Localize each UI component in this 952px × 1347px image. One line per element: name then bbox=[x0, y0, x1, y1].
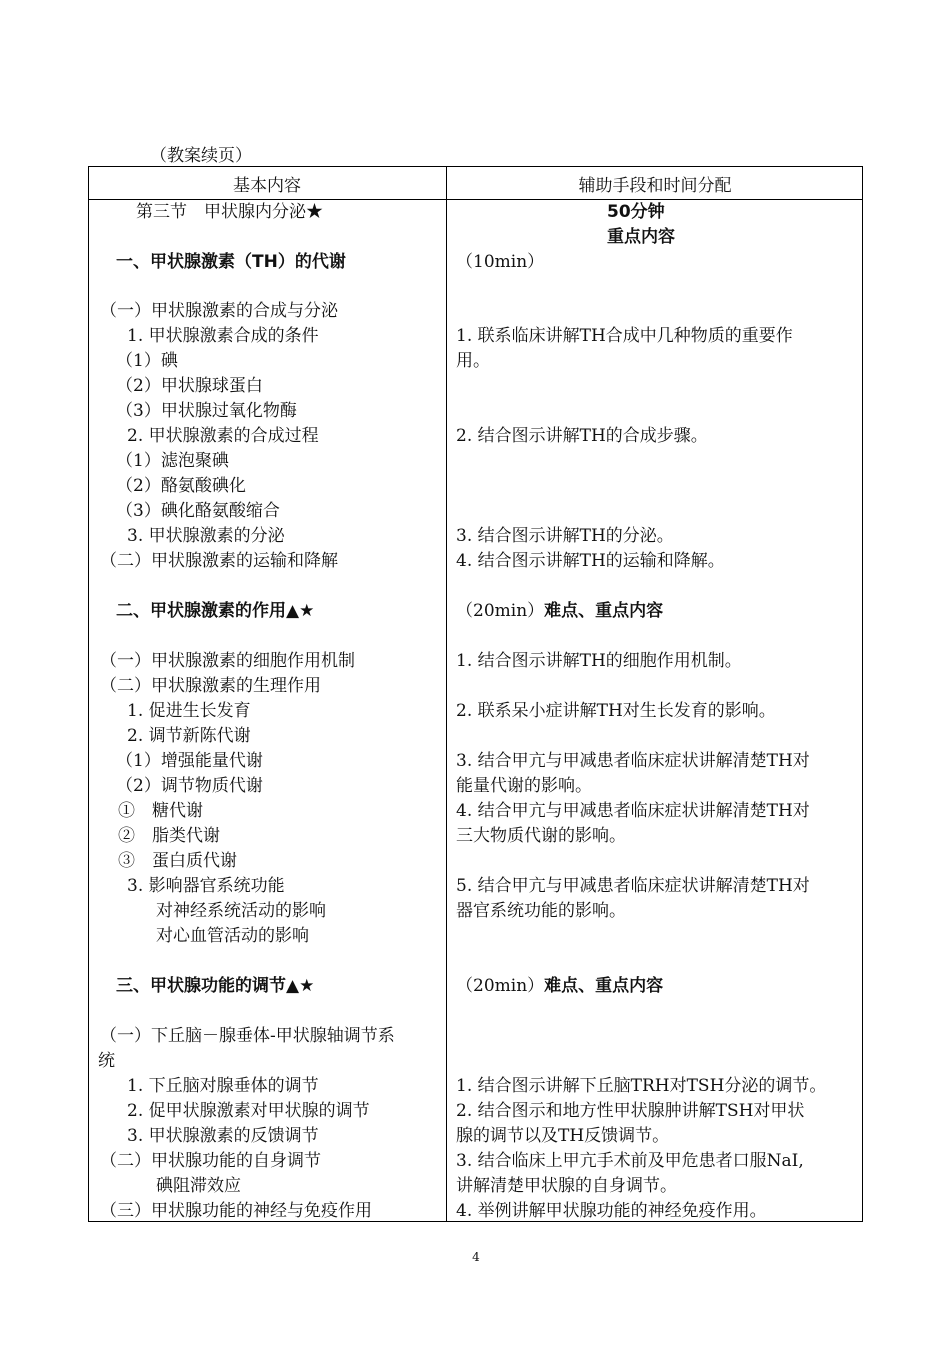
teaching-note: 1. 结合图示讲解下丘脑TRH对TSH分泌的调节。 bbox=[456, 1076, 827, 1096]
teaching-note: 3. 结合临床上甲亢手术前及甲危患者口服NaI, bbox=[456, 1151, 804, 1171]
teaching-note: 2. 结合图示讲解TH的合成步骤。 bbox=[456, 426, 708, 446]
list-item: 1. 促进生长发育 bbox=[127, 701, 251, 721]
subheading: （三）甲状腺功能的神经与免疫作用 bbox=[100, 1201, 372, 1221]
subheading-wrap: 统 bbox=[98, 1051, 115, 1071]
subheading: （一）甲状腺激素的细胞作用机制 bbox=[100, 651, 355, 671]
time-allocation bbox=[456, 599, 663, 624]
list-item: （3）碘化酪氨酸缩合 bbox=[116, 501, 280, 521]
list-item: 1. 甲状腺激素合成的条件 bbox=[127, 326, 319, 346]
time-label: （20min） bbox=[456, 976, 545, 996]
list-item: 3. 甲状腺激素的分泌 bbox=[127, 526, 285, 546]
left-column-header: 基本内容 bbox=[233, 176, 301, 196]
list-item: （2）甲状腺球蛋白 bbox=[116, 376, 263, 396]
teaching-note: 5. 结合甲亢与甲减患者临床症状讲解清楚TH对 bbox=[456, 876, 810, 896]
heading-2: 二、甲状腺激素的作用▲★ bbox=[116, 601, 315, 621]
teaching-note: 1. 结合图示讲解TH的细胞作用机制。 bbox=[456, 651, 742, 671]
teaching-note: 1. 联系临床讲解TH合成中几种物质的重要作 bbox=[456, 326, 793, 346]
duration-label: 50分钟 bbox=[607, 202, 665, 222]
time-label: （20min） bbox=[456, 601, 545, 621]
list-item: 2. 调节新陈代谢 bbox=[127, 726, 251, 746]
column-divider bbox=[446, 166, 447, 1222]
teaching-note: 4. 结合图示讲解TH的运输和降解。 bbox=[456, 551, 725, 571]
right-column-header: 辅助手段和时间分配 bbox=[578, 176, 732, 196]
list-item: 对神经系统活动的影响 bbox=[156, 901, 326, 921]
teaching-note: 4. 举例讲解甲状腺功能的神经免疫作用。 bbox=[456, 1201, 767, 1221]
emphasis-label: 难点、重点内容 bbox=[544, 976, 664, 996]
list-item: （1）碘 bbox=[116, 351, 178, 371]
teaching-note: 讲解清楚甲状腺的自身调节。 bbox=[456, 1176, 677, 1196]
time-allocation bbox=[456, 974, 663, 999]
emphasis-label: 难点、重点内容 bbox=[544, 601, 664, 621]
teaching-note: 腺的调节以及TH反馈调节。 bbox=[456, 1126, 670, 1146]
heading-1: 一、甲状腺激素（TH）的代谢 bbox=[116, 252, 346, 272]
subheading: （二）甲状腺激素的生理作用 bbox=[100, 676, 321, 696]
teaching-note: 2. 结合图示和地方性甲状腺肿讲解TSH对甲状 bbox=[456, 1101, 805, 1121]
list-item: 3. 甲状腺激素的反馈调节 bbox=[127, 1126, 319, 1146]
section-title: 第三节 甲状腺内分泌★ bbox=[136, 202, 323, 222]
list-item: （1）增强能量代谢 bbox=[116, 751, 263, 771]
continuation-note: （教案续页） bbox=[150, 146, 252, 166]
list-item: ③ 蛋白质代谢 bbox=[118, 851, 237, 871]
teaching-note: 4. 结合甲亢与甲减患者临床症状讲解清楚TH对 bbox=[456, 801, 810, 821]
subheading: （一）下丘脑－腺垂体-甲状腺轴调节系 bbox=[100, 1026, 395, 1046]
list-item: 2. 甲状腺激素的合成过程 bbox=[127, 426, 319, 446]
page-number: 4 bbox=[472, 1250, 480, 1264]
list-item: （3）甲状腺过氧化物酶 bbox=[116, 401, 297, 421]
subheading: （一）甲状腺激素的合成与分泌 bbox=[100, 301, 338, 321]
heading-3: 三、甲状腺功能的调节▲★ bbox=[116, 976, 315, 996]
teaching-note: 3. 结合甲亢与甲减患者临床症状讲解清楚TH对 bbox=[456, 751, 810, 771]
list-item: 3. 影响器官系统功能 bbox=[127, 876, 285, 896]
teaching-note: 器官系统功能的影响。 bbox=[456, 901, 626, 921]
list-item: （2）酪氨酸碘化 bbox=[116, 476, 246, 496]
list-item: ② 脂类代谢 bbox=[118, 826, 220, 846]
teaching-note: 2. 联系呆小症讲解TH对生长发育的影响。 bbox=[456, 701, 776, 721]
list-item: （2）调节物质代谢 bbox=[116, 776, 263, 796]
list-item: 对心血管活动的影响 bbox=[156, 926, 309, 946]
time-allocation: （10min） bbox=[456, 252, 545, 272]
teaching-note: 3. 结合图示讲解TH的分泌。 bbox=[456, 526, 674, 546]
subheading: （二）甲状腺激素的运输和降解 bbox=[100, 551, 338, 571]
list-item: 碘阻滞效应 bbox=[156, 1176, 241, 1196]
teaching-note: 能量代谢的影响。 bbox=[456, 776, 592, 796]
subheading: （二）甲状腺功能的自身调节 bbox=[100, 1151, 321, 1171]
list-item: （1）滤泡聚碘 bbox=[116, 451, 229, 471]
teaching-note: 用。 bbox=[456, 351, 490, 371]
teaching-note: 三大物质代谢的影响。 bbox=[456, 826, 626, 846]
list-item: ① 糖代谢 bbox=[118, 801, 203, 821]
list-item: 1. 下丘脑对腺垂体的调节 bbox=[127, 1076, 319, 1096]
list-item: 2. 促甲状腺激素对甲状腺的调节 bbox=[127, 1101, 370, 1121]
focus-label: 重点内容 bbox=[607, 227, 675, 247]
